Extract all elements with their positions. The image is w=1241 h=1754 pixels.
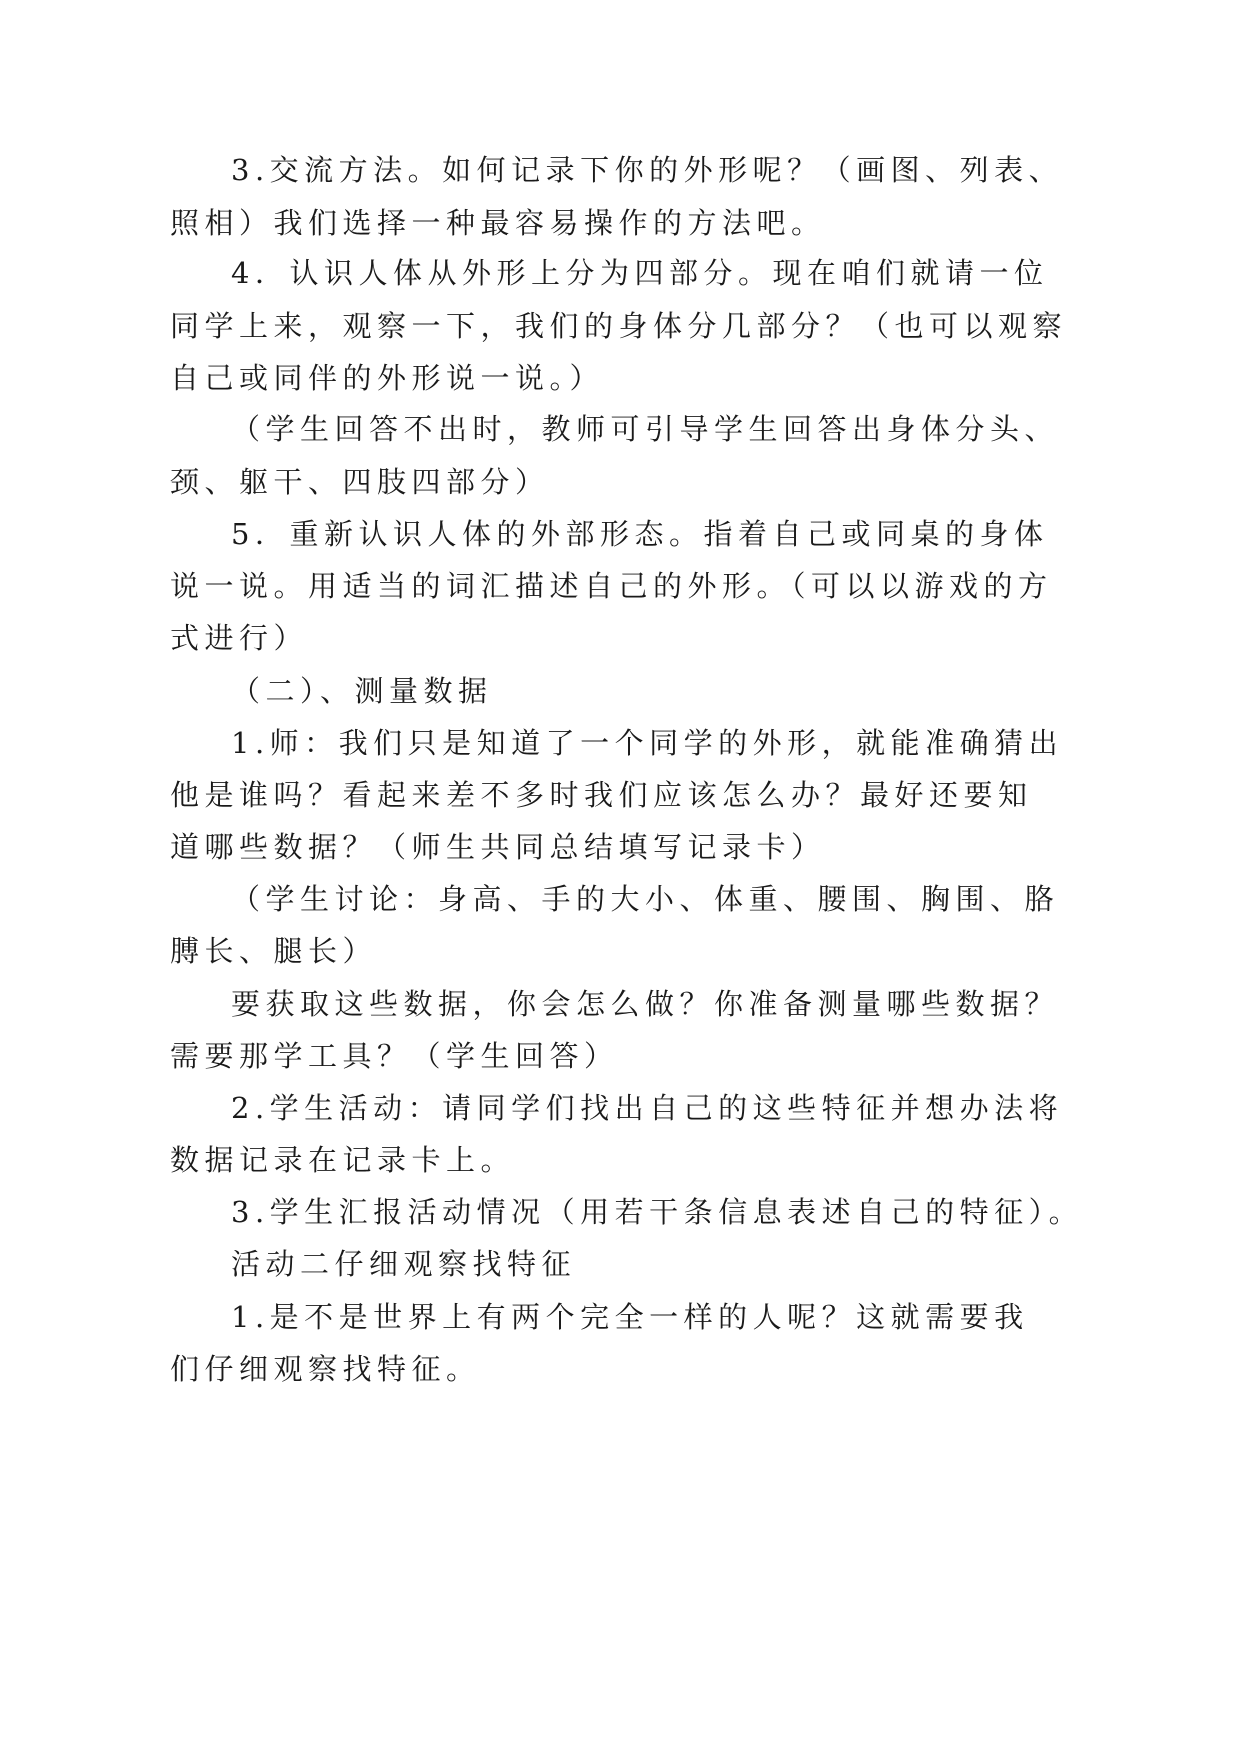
text-line: 道哪些数据？（师生共同总结填写记录卡）: [170, 830, 826, 864]
text-line: 3.学生汇报活动情况（用若干条信息表述自己的特征）。: [231, 1195, 1084, 1229]
text-line: 2.学生活动：请同学们找出自己的这些特征并想办法将: [231, 1091, 1064, 1125]
text-line: 说一说。用适当的词汇描述自己的外形。（可以以游戏的方: [170, 569, 1053, 603]
text-line: 1.师：我们只是知道了一个同学的外形，就能准确猜出: [231, 726, 1064, 760]
text-line: 3.交流方法。如何记录下你的外形呢？（画图、列表、: [231, 153, 1064, 187]
text-line: 他是谁吗？看起来差不多时我们应该怎么办？最好还要知: [170, 778, 1033, 812]
text-line: 要获取这些数据，你会怎么做？你准备测量哪些数据？: [231, 987, 1060, 1021]
text-line: 照相）我们选择一种最容易操作的方法吧。: [170, 206, 826, 240]
activity-heading: 活动二仔细观察找特征: [231, 1247, 577, 1281]
text-line: 膊长、腿长）: [170, 934, 378, 968]
text-line: （学生回答不出时，教师可引导学生回答出身体分头、: [231, 412, 1060, 446]
text-line: 们仔细观察找特征。: [170, 1352, 481, 1386]
text-line: 5．重新认识人体的外部形态。指着自己或同桌的身体: [231, 517, 1049, 551]
text-line: 数据记录在记录卡上。: [170, 1143, 516, 1177]
text-line: （学生讨论：身高、手的大小、体重、腰围、胸围、胳: [231, 882, 1060, 916]
text-line: 同学上来，观察一下，我们的身体分几部分？（也可以观察: [170, 309, 1068, 343]
text-line: 4．认识人体从外形上分为四部分。现在咱们就请一位: [231, 256, 1049, 290]
text-line: 式进行）: [170, 621, 309, 655]
text-line: 需要那学工具？（学生回答）: [170, 1039, 619, 1073]
text-line: 自己或同伴的外形说一说。）: [170, 361, 605, 395]
text-line: 颈、躯干、四肢四部分）: [170, 465, 550, 499]
text-line: 1.是不是世界上有两个完全一样的人呢？这就需要我: [231, 1300, 1029, 1334]
section-heading: （二）、测量数据: [231, 674, 493, 708]
